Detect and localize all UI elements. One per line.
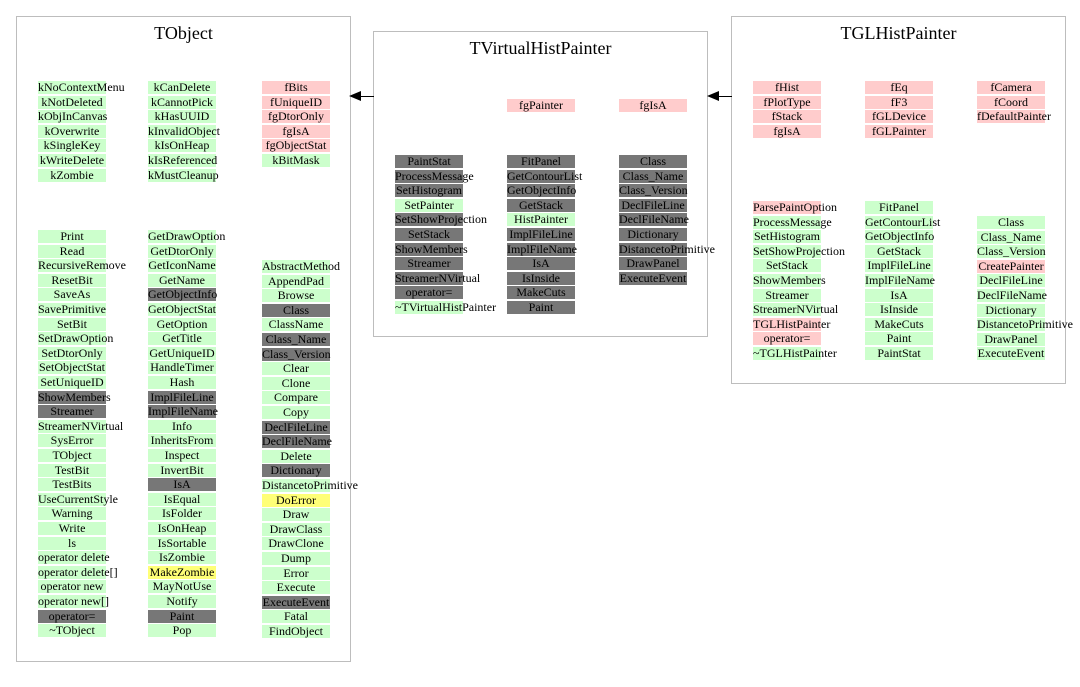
class-member: ExecuteEvent bbox=[977, 346, 1045, 360]
class-member: operator= bbox=[38, 610, 106, 623]
class-member: Class_Version bbox=[977, 244, 1046, 258]
class-member: DeclFileName bbox=[977, 288, 1047, 302]
class-member: DrawPanel bbox=[977, 333, 1045, 346]
class-member: ExecuteEvent bbox=[262, 595, 330, 609]
class-member: ImplFileName bbox=[507, 242, 577, 256]
class-member: IsA bbox=[148, 478, 216, 491]
class-member: ~TObject bbox=[38, 624, 106, 637]
class-member: operator= bbox=[753, 332, 821, 345]
class-member: ProcessMessage bbox=[395, 169, 474, 183]
class-member: Read bbox=[38, 245, 106, 258]
class-member: Dump bbox=[262, 552, 330, 565]
class-member: SaveAs bbox=[38, 288, 106, 301]
class-member: Streamer bbox=[753, 289, 821, 302]
class-member: Dictionary bbox=[619, 228, 687, 241]
class-member: Info bbox=[148, 420, 216, 433]
class-member: ls bbox=[38, 537, 106, 550]
class-member: AppendPad bbox=[262, 275, 330, 288]
class-member: fgPainter bbox=[507, 99, 575, 112]
class-member: kOverwrite bbox=[38, 125, 106, 138]
class-member: fEq bbox=[865, 81, 933, 94]
class-member: Dictionary bbox=[977, 304, 1045, 317]
class-member: fPlotType bbox=[753, 96, 821, 109]
class-member: FitPanel bbox=[507, 155, 575, 168]
class-member: IsInside bbox=[865, 303, 933, 316]
class-member: DrawClass bbox=[262, 523, 330, 536]
class-member: ProcessMessage bbox=[753, 215, 832, 229]
class-member: GetContourList bbox=[507, 169, 583, 183]
class-member: Paint bbox=[865, 332, 933, 345]
class-member: RecursiveRemove bbox=[38, 258, 126, 272]
class-member: SetBit bbox=[38, 318, 106, 331]
class-member: GetObjectStat bbox=[148, 302, 216, 316]
class-member: operator delete bbox=[38, 550, 110, 564]
class-title: TObject bbox=[154, 23, 213, 43]
class-member: GetDtorOnly bbox=[148, 245, 216, 258]
class-member: GetContourList bbox=[865, 215, 941, 229]
class-member: Streamer bbox=[38, 405, 106, 418]
class-member: GetObjectInfo bbox=[148, 287, 218, 301]
class-member: CreatePainter bbox=[978, 259, 1044, 273]
class-member: Class_Version bbox=[262, 347, 331, 361]
class-member: kMustCleanup bbox=[148, 168, 219, 182]
class-member: SetObjectStat bbox=[39, 360, 105, 374]
class-member: operator= bbox=[395, 286, 463, 299]
inheritance-arrow-head bbox=[707, 91, 719, 101]
class-member: DistancetoPrimitive bbox=[262, 478, 358, 492]
class-member: GetUniqueID bbox=[149, 346, 215, 360]
class-member: SysError bbox=[38, 434, 106, 447]
class-member: StreamerNVirtual bbox=[753, 302, 839, 316]
class-member: IsA bbox=[507, 257, 575, 270]
class-member: ~TGLHistPainter bbox=[753, 346, 837, 360]
class-member: GetObjectInfo bbox=[865, 229, 935, 243]
class-member: TGLHistPainter bbox=[753, 317, 831, 331]
class-member: Browse bbox=[262, 289, 330, 302]
class-member: operator new[] bbox=[38, 594, 109, 608]
class-member: Inspect bbox=[148, 449, 216, 462]
class-member: UseCurrentStyle bbox=[38, 492, 118, 506]
class-member: ResetBit bbox=[38, 274, 106, 287]
class-title: TVirtualHistPainter bbox=[469, 38, 612, 58]
class-member: IsInside bbox=[507, 272, 575, 285]
class-member: Execute bbox=[262, 581, 330, 594]
class-member: fgIsA bbox=[753, 125, 821, 138]
class-member: ClassName bbox=[262, 318, 330, 331]
class-member: Print bbox=[38, 230, 106, 243]
class-member: DeclFileName bbox=[262, 434, 332, 448]
class-member: StreamerNVirtual bbox=[38, 419, 124, 433]
class-member: fGLDevice bbox=[865, 110, 933, 123]
class-member: kZombie bbox=[38, 169, 106, 182]
class-member: Warning bbox=[38, 507, 106, 520]
class-member: HistPainter bbox=[507, 213, 575, 226]
class-member: FitPanel bbox=[865, 201, 933, 214]
class-member: fHist bbox=[753, 81, 821, 94]
class-member: Hash bbox=[148, 376, 216, 389]
class-member: StreamerNVirtual bbox=[395, 271, 481, 285]
class-member: kCannotPick bbox=[148, 96, 216, 109]
class-member: IsA bbox=[865, 289, 933, 302]
class-member: Fatal bbox=[262, 610, 330, 623]
class-member: TObject bbox=[38, 449, 106, 462]
class-member: ImplFileName bbox=[865, 273, 935, 287]
class-member: IsSortable bbox=[148, 537, 216, 550]
class-title: TGLHistPainter bbox=[840, 23, 957, 43]
class-member: Notify bbox=[148, 595, 216, 608]
class-member: SetUniqueID bbox=[38, 376, 106, 389]
class-member: fUniqueID bbox=[262, 96, 330, 109]
class-member: Clear bbox=[262, 362, 330, 375]
class-member: Class bbox=[262, 304, 330, 317]
class-member: kBitMask bbox=[262, 154, 330, 167]
class-member: GetStack bbox=[865, 245, 933, 258]
class-member: SetDtorOnly bbox=[38, 347, 106, 360]
class-member: ShowMembers bbox=[395, 242, 468, 256]
class-member: fCoord bbox=[977, 96, 1045, 109]
class-member: FindObject bbox=[262, 625, 330, 638]
class-member: SavePrimitive bbox=[38, 302, 106, 316]
class-box-tvirtualhistpainter bbox=[373, 31, 715, 337]
class-member: kWriteDelete bbox=[39, 153, 105, 167]
class-member: kIsReferenced bbox=[148, 153, 218, 167]
class-member: DeclFileName bbox=[619, 212, 689, 226]
class-member: fgIsA bbox=[619, 99, 687, 112]
class-member: fStack bbox=[753, 110, 821, 123]
class-member: DrawPanel bbox=[619, 257, 687, 270]
class-member: ShowMembers bbox=[38, 390, 111, 404]
class-member: PaintStat bbox=[865, 347, 933, 360]
class-member: Dictionary bbox=[262, 464, 330, 477]
class-member: SetStack bbox=[395, 228, 463, 241]
class-member: ImplFileName bbox=[148, 404, 218, 418]
class-member: fF3 bbox=[865, 96, 933, 109]
class-member: InvertBit bbox=[148, 464, 216, 477]
class-member: DrawClone bbox=[262, 537, 330, 550]
class-member: Streamer bbox=[395, 257, 463, 270]
inheritance-arrow-head bbox=[349, 91, 361, 101]
class-member: IsFolder bbox=[148, 507, 216, 520]
class-member: Draw bbox=[262, 508, 330, 521]
class-member: fBits bbox=[262, 81, 330, 94]
class-member: kCanDelete bbox=[148, 81, 216, 94]
class-member: ImplFileLine bbox=[865, 259, 933, 272]
class-member: fGLPainter bbox=[865, 125, 933, 138]
class-member: Pop bbox=[148, 624, 216, 637]
class-member: IsEqual bbox=[148, 493, 216, 506]
class-member: kObjInCanvas bbox=[38, 109, 108, 123]
class-member: ~TVirtualHistPainter bbox=[395, 300, 497, 314]
class-member: fgIsA bbox=[262, 125, 330, 138]
class-member: SetHistogram bbox=[396, 183, 462, 197]
class-member: Error bbox=[262, 567, 330, 580]
class-member: fCamera bbox=[977, 81, 1045, 94]
class-member: ShowMembers bbox=[753, 273, 826, 287]
class-member: fgDtorOnly bbox=[262, 110, 330, 123]
class-member: kHasUUID bbox=[148, 110, 216, 123]
class-box-tobject bbox=[16, 16, 358, 662]
class-member: kIsOnHeap bbox=[148, 139, 216, 152]
class-member: Class_Version bbox=[619, 183, 688, 197]
class-member: GetOption bbox=[148, 318, 216, 331]
class-member: SetDrawOption bbox=[38, 331, 114, 345]
class-member: GetObjectInfo bbox=[507, 183, 577, 197]
class-member: operator delete[] bbox=[38, 565, 118, 579]
class-box-tglhistpainter bbox=[731, 16, 1073, 384]
class-member: GetDrawOption bbox=[148, 229, 226, 243]
inheritance-arrow-line bbox=[718, 96, 732, 97]
class-member: Paint bbox=[507, 301, 575, 314]
class-member: ImplFileLine bbox=[148, 391, 216, 404]
class-member: Class bbox=[619, 155, 687, 168]
class-member: DeclFileLine bbox=[262, 421, 330, 434]
class-member: GetTitle bbox=[148, 332, 216, 345]
class-member: Delete bbox=[262, 450, 330, 463]
class-member: GetStack bbox=[507, 199, 575, 212]
class-member: Write bbox=[38, 522, 106, 535]
class-member: operator new bbox=[38, 580, 106, 593]
class-member: Compare bbox=[262, 391, 330, 404]
class-member: Class_Name bbox=[977, 231, 1045, 244]
class-member: DeclFileLine bbox=[977, 274, 1045, 287]
class-member: kNoContextMenu bbox=[38, 80, 125, 94]
class-member: IsZombie bbox=[148, 551, 216, 564]
class-member: kNotDeleted bbox=[38, 96, 106, 109]
class-member: TestBit bbox=[38, 464, 106, 477]
class-member: SetShowProjection bbox=[395, 212, 487, 226]
class-member: SetHistogram bbox=[754, 229, 820, 243]
class-member: kInvalidObject bbox=[148, 124, 220, 138]
class-member: Paint bbox=[148, 610, 216, 623]
class-member: Class_Name bbox=[262, 333, 330, 346]
class-member: DeclFileLine bbox=[619, 199, 687, 212]
class-member: kSingleKey bbox=[38, 139, 106, 152]
class-member: GetName bbox=[148, 274, 216, 287]
class-member: Class bbox=[977, 216, 1045, 229]
class-member: DoError bbox=[262, 494, 330, 507]
class-member: ParsePaintOption bbox=[753, 200, 837, 214]
class-member: SetStack bbox=[753, 259, 821, 272]
class-member: fgObjectStat bbox=[262, 139, 330, 152]
class-member: PaintStat bbox=[395, 155, 463, 168]
class-member: SetPainter bbox=[395, 199, 463, 212]
class-member: MakeZombie bbox=[149, 565, 215, 579]
class-member: IsOnHeap bbox=[148, 522, 216, 535]
class-member: AbstractMethod bbox=[262, 259, 340, 273]
class-member: TestBits bbox=[38, 478, 106, 491]
class-member: MakeCuts bbox=[507, 286, 575, 299]
class-member: DistancetoPrimitive bbox=[977, 317, 1073, 331]
class-member: fDefaultPainter bbox=[977, 109, 1051, 123]
class-member: Clone bbox=[262, 377, 330, 390]
class-member: Class_Name bbox=[619, 170, 687, 183]
class-member: InheritsFrom bbox=[148, 434, 216, 447]
class-member: GetIconName bbox=[148, 258, 216, 272]
inheritance-arrow-line bbox=[360, 96, 374, 97]
class-member: SetShowProjection bbox=[753, 244, 845, 258]
class-member: Copy bbox=[262, 406, 330, 419]
class-member: MayNotUse bbox=[148, 580, 216, 593]
class-member: MakeCuts bbox=[865, 318, 933, 331]
class-member: ExecuteEvent bbox=[619, 271, 687, 285]
class-member: HandleTimer bbox=[148, 361, 216, 374]
class-member: ImplFileLine bbox=[507, 228, 575, 241]
class-member: DistancetoPrimitive bbox=[619, 242, 715, 256]
